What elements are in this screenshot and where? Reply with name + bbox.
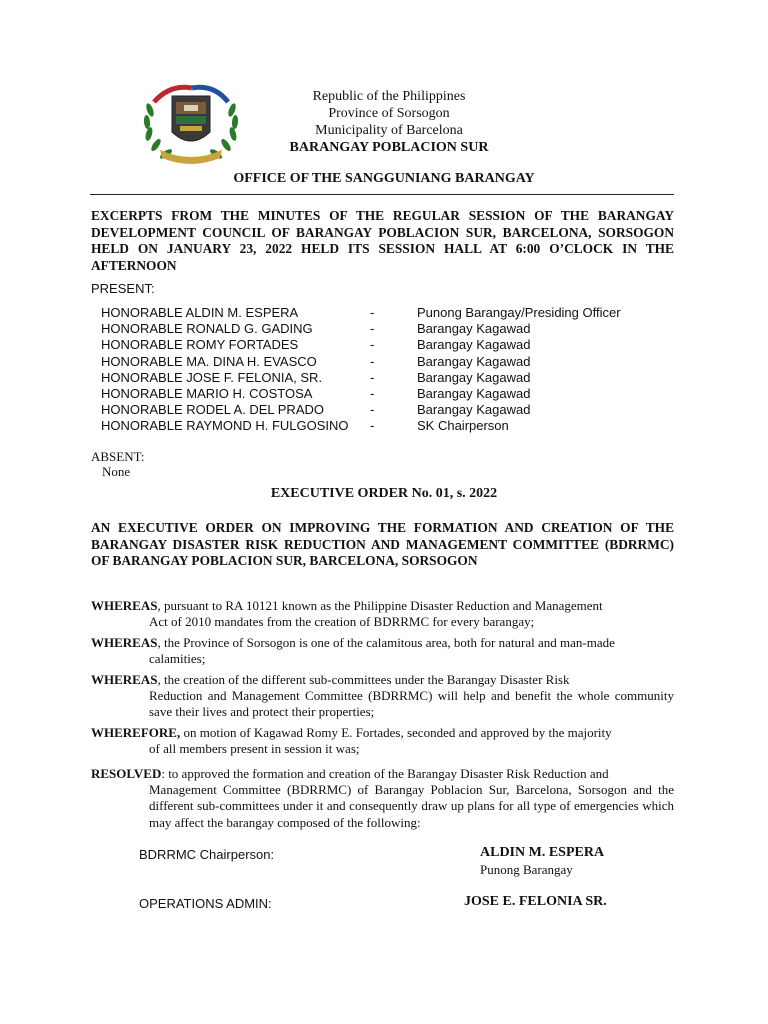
member-position: Barangay Kagawad [417, 385, 531, 401]
clause-keyword: WHEREAS [91, 672, 158, 687]
wherefore-clause [91, 725, 674, 757]
member-dash: - [370, 402, 375, 418]
clause-text: on motion of Kagawad Romy E. Fortades, seconded and approved by the majority [180, 725, 612, 740]
member-position: Barangay Kagawad [417, 353, 531, 369]
member-dash: - [370, 418, 375, 434]
member-name: HONORABLE RONALD G. GADING [101, 321, 313, 337]
clause-continuation: calamities; [149, 651, 206, 667]
attendance-row [101, 354, 661, 370]
barangay-line: BARANGAY POBLACION SUR [289, 140, 489, 155]
clause-continuation: Management Committee (BDRRMC) of Barangay Poblacion Sur, Barcelona, Sorsogon and the different sub-committees under it and consequently draw up plans for all type of emergencies which may affect the barangay composed of the following: [149, 782, 674, 830]
clause-keyword: WHEREAS [91, 635, 158, 650]
absent-value: None [102, 464, 131, 479]
attendance-row [101, 337, 661, 353]
member-dash: - [370, 337, 375, 353]
excerpt-title: EXCERPTS FROM THE MINUTES OF THE REGULAR SESSION OF THE BARANGAY DEVELOPMENT COUNCIL OF BARANGAY POBLACION SUR, BARCELONA, SORSOGON HELD ON JANUARY 23, 2022 HELD ITS SESSION HALL AT 6:00 O’CLOCK IN THE AFTERNOON [91, 208, 674, 273]
clause-text: , pursuant to RA 10121 known as the Philippine Disaster Reduction and Management [157, 598, 603, 613]
executive-order-subject: AN EXECUTIVE ORDER ON IMPROVING THE FORMATION AND CREATION OF THE BARANGAY DISASTER RISK REDUCTION AND MANAGEMENT COMMITTEE (BDRRMC) OF BARANGAY POBLACION SUR, BARCELONA, SORSOGON [91, 520, 674, 568]
attendance-row [101, 386, 661, 402]
whereas-clause [91, 672, 674, 721]
barangay-seal [140, 80, 242, 166]
attendance-list [101, 305, 661, 435]
attendance-row [101, 402, 661, 418]
signatory-title: Punong Barangay [480, 862, 573, 877]
member-name: HONORABLE ALDIN M. ESPERA [101, 305, 299, 320]
member-position: SK Chairperson [417, 418, 509, 434]
province-line: Province of Sorsogon [328, 106, 450, 121]
member-position: Punong Barangay/Presiding Officer [417, 305, 621, 320]
clause-text: : to approved the formation and creation of the Barangay Disaster Risk Reduction and [161, 766, 609, 781]
letterhead [236, 88, 542, 156]
whereas-clause [91, 598, 674, 630]
member-name: HONORABLE RAYMOND H. FULGOSINO [101, 418, 349, 434]
municipality-line: Municipality of Barcelona [315, 123, 463, 138]
signatory-role: OPERATIONS ADMIN: [139, 896, 272, 911]
clause-continuation: Reduction and Management Committee (BDRRMC) will help and benefit the whole community save their lives and protect their properties; [149, 688, 674, 720]
member-position: Barangay Kagawad [417, 337, 531, 353]
clause-text: , the creation of the different sub-committees under the Barangay Disaster Risk [157, 672, 570, 687]
member-position: Barangay Kagawad [417, 402, 531, 418]
signatory-name: ALDIN M. ESPERA [480, 845, 605, 860]
member-dash: - [370, 305, 375, 320]
clause-keyword: WHEREAS [91, 598, 158, 613]
office-title: OFFICE OF THE SANGGUNIANG BARANGAY [233, 171, 535, 186]
attendance-row [101, 305, 661, 321]
signatory-role: BDRRMC Chairperson: [139, 847, 275, 862]
present-label: PRESENT: [91, 281, 155, 296]
attendance-row [101, 418, 661, 434]
resolved-clause [91, 766, 674, 831]
member-dash: - [370, 385, 375, 401]
member-dash: - [370, 321, 375, 337]
whereas-clause [91, 635, 674, 667]
clause-continuation: of all members present in session it was; [149, 741, 360, 757]
header-rule [90, 194, 674, 195]
clause-keyword: RESOLVED [91, 766, 162, 781]
member-name: HONORABLE ROMY FORTADES [101, 337, 299, 353]
member-name: HONORABLE RODEL A. DEL PRADO [101, 402, 324, 418]
attendance-row [101, 370, 661, 386]
member-name: HONORABLE MARIO H. COSTOSA [101, 385, 313, 401]
country-line: Republic of the Philippines [312, 89, 466, 104]
executive-order-title: EXECUTIVE ORDER No. 01, s. 2022 [270, 486, 498, 501]
member-name: HONORABLE JOSE F. FELONIA, SR. [101, 369, 323, 385]
member-position: Barangay Kagawad [417, 369, 531, 385]
member-position: Barangay Kagawad [417, 321, 531, 337]
clause-continuation: Act of 2010 mandates from the creation of BDRRMC for every barangay; [149, 614, 535, 630]
member-dash: - [370, 353, 375, 369]
attendance-row [101, 321, 661, 337]
absent-label: ABSENT: [91, 449, 145, 464]
clause-keyword: WHEREFORE, [91, 725, 181, 740]
signatory-name: JOSE E. FELONIA SR. [464, 894, 607, 909]
member-name: HONORABLE MA. DINA H. EVASCO [101, 353, 317, 369]
member-dash: - [370, 369, 375, 385]
clause-text: , the Province of Sorsogon is one of the calamitous area, both for natural and man-made [157, 635, 615, 650]
